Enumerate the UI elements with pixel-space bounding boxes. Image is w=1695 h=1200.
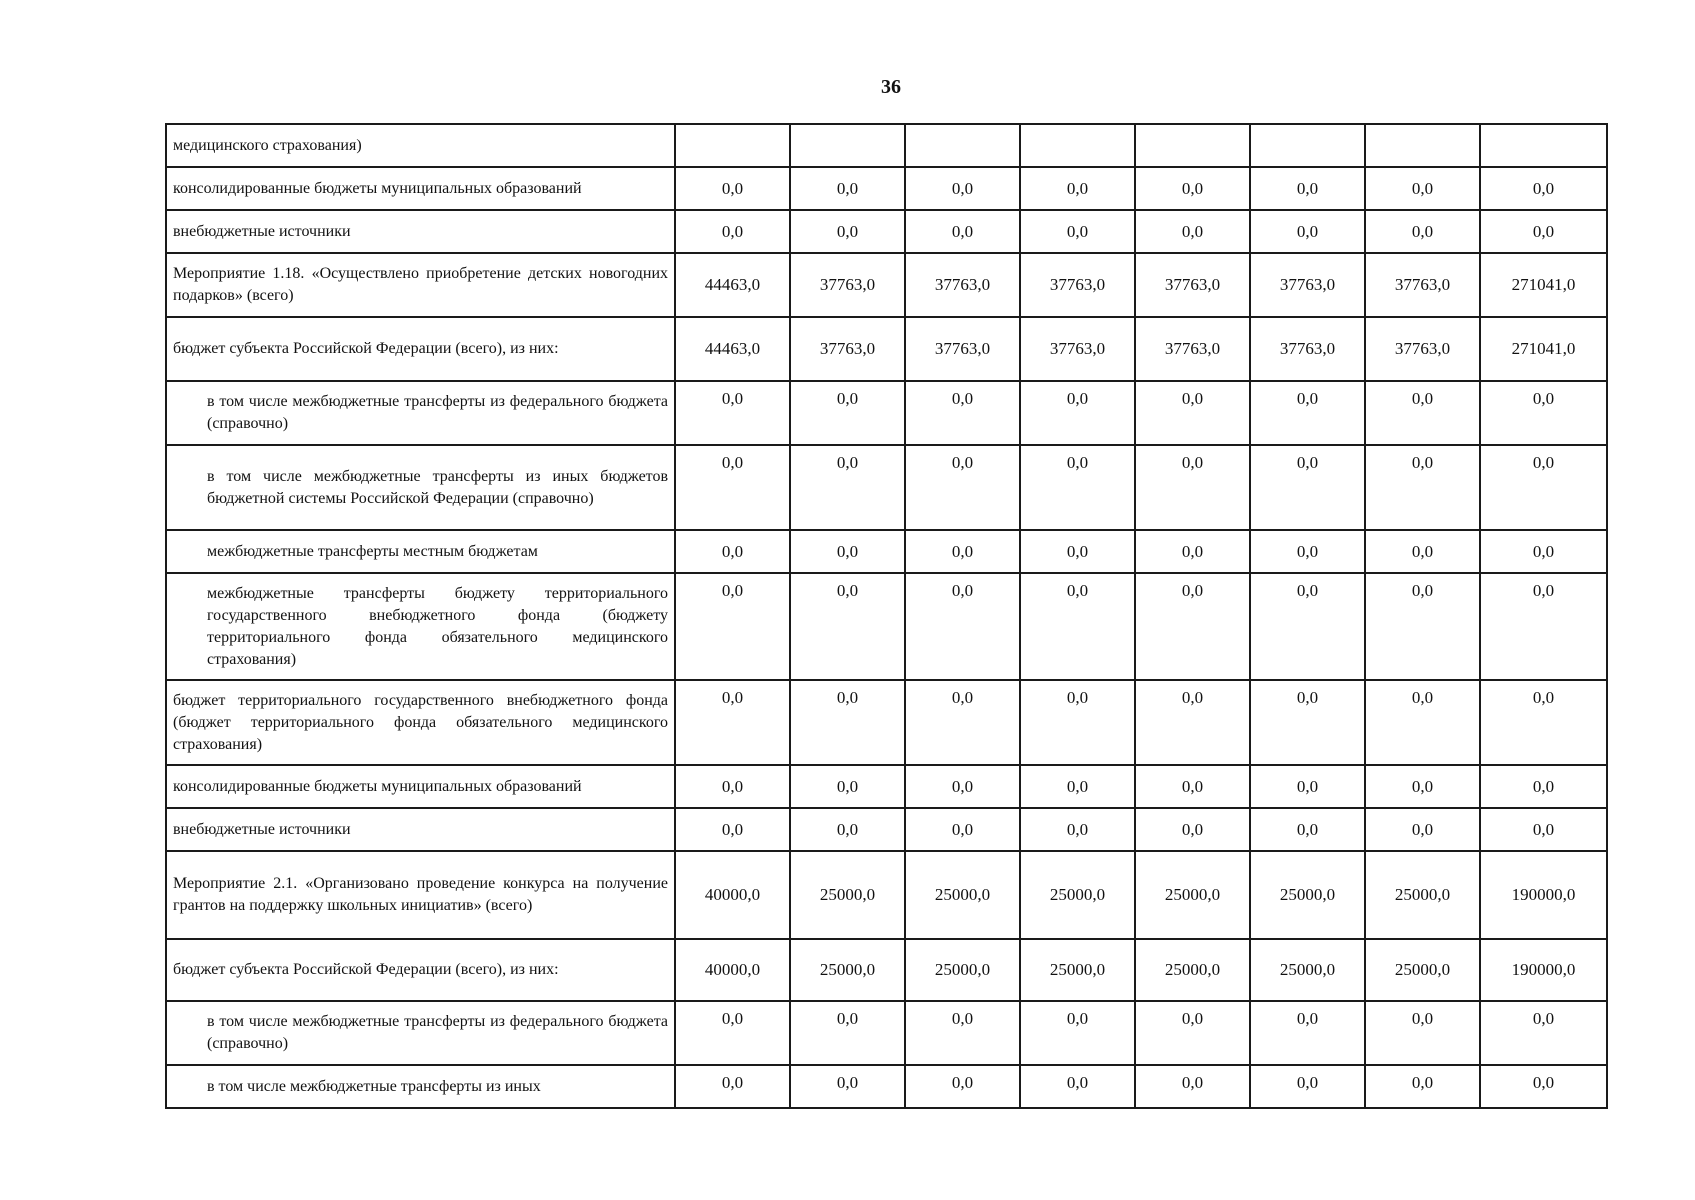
total-cell: 190000,0 (1480, 939, 1607, 1001)
value-cell: 40000,0 (675, 851, 790, 939)
value-cell: 0,0 (1135, 167, 1250, 210)
value-cell: 25000,0 (1250, 939, 1365, 1001)
row-label: внебюджетные источники (166, 808, 675, 851)
value-cell: 0,0 (905, 808, 1020, 851)
value-cell (1135, 124, 1250, 167)
value-cell: 0,0 (1250, 530, 1365, 573)
value-cell: 0,0 (1250, 210, 1365, 253)
budget-table (165, 123, 1608, 1109)
total-cell: 0,0 (1480, 808, 1607, 851)
value-cell: 37763,0 (1020, 253, 1135, 317)
value-cell: 0,0 (1250, 765, 1365, 808)
table-row (166, 210, 1607, 253)
value-cell: 0,0 (1250, 1001, 1365, 1065)
table-row (166, 381, 1607, 445)
value-cell: 0,0 (1250, 680, 1365, 765)
value-cell: 0,0 (1365, 680, 1480, 765)
value-cell: 0,0 (1135, 765, 1250, 808)
value-cell: 0,0 (905, 573, 1020, 680)
value-cell: 0,0 (1365, 530, 1480, 573)
value-cell: 25000,0 (790, 939, 905, 1001)
value-cell: 25000,0 (1365, 939, 1480, 1001)
value-cell (675, 124, 790, 167)
value-cell: 25000,0 (790, 851, 905, 939)
table-row (166, 167, 1607, 210)
value-cell: 37763,0 (790, 253, 905, 317)
total-cell: 0,0 (1480, 1065, 1607, 1108)
row-label: в том числе межбюджетные трансферты из иных (166, 1065, 675, 1108)
table-row (166, 253, 1607, 317)
value-cell: 0,0 (1250, 573, 1365, 680)
total-cell: 271041,0 (1480, 317, 1607, 381)
value-cell: 0,0 (1020, 765, 1135, 808)
total-cell: 0,0 (1480, 573, 1607, 680)
total-cell: 0,0 (1480, 680, 1607, 765)
table-row (166, 445, 1607, 530)
value-cell: 25000,0 (905, 939, 1020, 1001)
value-cell: 37763,0 (1250, 317, 1365, 381)
row-label: в том числе межбюджетные трансферты из федерального бюджета (справочно) (166, 1001, 675, 1065)
row-label: в том числе межбюджетные трансферты из иных бюджетов бюджетной системы Российской Федерации (справочно) (166, 445, 675, 530)
row-label: в том числе межбюджетные трансферты из федерального бюджета (справочно) (166, 381, 675, 445)
value-cell: 37763,0 (905, 253, 1020, 317)
value-cell: 37763,0 (1135, 317, 1250, 381)
value-cell: 0,0 (1365, 1065, 1480, 1108)
table-row (166, 1065, 1607, 1108)
value-cell: 37763,0 (1250, 253, 1365, 317)
value-cell: 0,0 (790, 765, 905, 808)
value-cell: 0,0 (790, 1065, 905, 1108)
page-number: 36 (881, 76, 901, 98)
value-cell: 0,0 (1365, 1001, 1480, 1065)
value-cell: 0,0 (675, 530, 790, 573)
total-cell: 0,0 (1480, 445, 1607, 530)
value-cell: 0,0 (905, 381, 1020, 445)
row-label: бюджет территориального государственного внебюджетного фонда (бюджет территориального фонда обязательного медицинского страхования) (166, 680, 675, 765)
value-cell: 0,0 (905, 167, 1020, 210)
row-label: внебюджетные источники (166, 210, 675, 253)
table-row (166, 851, 1607, 939)
row-label: межбюджетные трансферты бюджету территориального государственного внебюджетного фонда (бюджету территориального фонда обязательного медицинского страхования) (166, 573, 675, 680)
value-cell: 0,0 (1365, 210, 1480, 253)
value-cell: 0,0 (1365, 573, 1480, 680)
value-cell: 25000,0 (1135, 851, 1250, 939)
table-row (166, 1001, 1607, 1065)
value-cell: 37763,0 (1135, 253, 1250, 317)
total-cell: 190000,0 (1480, 851, 1607, 939)
row-label: Мероприятие 2.1. «Организовано проведение конкурса на получение грантов на поддержку школьных инициатив» (всего) (166, 851, 675, 939)
value-cell: 0,0 (675, 1065, 790, 1108)
value-cell: 0,0 (1135, 381, 1250, 445)
value-cell: 0,0 (1020, 1001, 1135, 1065)
value-cell: 0,0 (1250, 1065, 1365, 1108)
value-cell: 0,0 (790, 167, 905, 210)
value-cell: 0,0 (1365, 381, 1480, 445)
total-cell: 0,0 (1480, 765, 1607, 808)
value-cell: 0,0 (675, 808, 790, 851)
value-cell: 0,0 (1135, 210, 1250, 253)
value-cell: 44463,0 (675, 317, 790, 381)
total-cell (1480, 124, 1607, 167)
row-label: бюджет субъекта Российской Федерации (всего), из них: (166, 939, 675, 1001)
value-cell: 25000,0 (1135, 939, 1250, 1001)
value-cell: 0,0 (790, 210, 905, 253)
value-cell: 0,0 (1135, 680, 1250, 765)
value-cell: 25000,0 (1020, 851, 1135, 939)
value-cell: 0,0 (675, 680, 790, 765)
value-cell: 0,0 (1135, 808, 1250, 851)
value-cell: 25000,0 (1365, 851, 1480, 939)
value-cell: 0,0 (1365, 765, 1480, 808)
value-cell: 0,0 (790, 445, 905, 530)
value-cell (790, 124, 905, 167)
value-cell: 0,0 (1365, 445, 1480, 530)
value-cell: 37763,0 (1020, 317, 1135, 381)
value-cell: 0,0 (905, 210, 1020, 253)
value-cell (1020, 124, 1135, 167)
value-cell: 0,0 (905, 1001, 1020, 1065)
total-cell: 0,0 (1480, 210, 1607, 253)
table-row (166, 808, 1607, 851)
value-cell: 0,0 (1020, 1065, 1135, 1108)
total-cell: 0,0 (1480, 530, 1607, 573)
value-cell: 0,0 (675, 573, 790, 680)
table-row (166, 939, 1607, 1001)
value-cell: 0,0 (905, 1065, 1020, 1108)
value-cell: 0,0 (905, 765, 1020, 808)
value-cell: 0,0 (675, 445, 790, 530)
table-row (166, 317, 1607, 381)
table-row (166, 530, 1607, 573)
value-cell: 0,0 (1135, 1001, 1250, 1065)
row-label: медицинского страхования) (166, 124, 675, 167)
total-cell: 0,0 (1480, 167, 1607, 210)
value-cell: 0,0 (1135, 1065, 1250, 1108)
value-cell: 25000,0 (1020, 939, 1135, 1001)
value-cell: 0,0 (790, 680, 905, 765)
row-label: межбюджетные трансферты местным бюджетам (166, 530, 675, 573)
value-cell: 0,0 (1020, 167, 1135, 210)
value-cell: 37763,0 (790, 317, 905, 381)
value-cell: 0,0 (1250, 167, 1365, 210)
value-cell: 0,0 (905, 530, 1020, 573)
total-cell: 0,0 (1480, 1001, 1607, 1065)
value-cell: 0,0 (1250, 445, 1365, 530)
value-cell (1250, 124, 1365, 167)
value-cell: 0,0 (1020, 210, 1135, 253)
value-cell (905, 124, 1020, 167)
value-cell: 0,0 (1135, 530, 1250, 573)
value-cell: 0,0 (1020, 808, 1135, 851)
total-cell: 271041,0 (1480, 253, 1607, 317)
value-cell: 0,0 (905, 445, 1020, 530)
value-cell: 37763,0 (905, 317, 1020, 381)
table-row (166, 124, 1607, 167)
row-label: консолидированные бюджеты муниципальных образований (166, 167, 675, 210)
value-cell: 0,0 (1020, 381, 1135, 445)
value-cell: 0,0 (675, 1001, 790, 1065)
value-cell: 25000,0 (905, 851, 1020, 939)
value-cell: 44463,0 (675, 253, 790, 317)
value-cell: 0,0 (1135, 445, 1250, 530)
value-cell: 40000,0 (675, 939, 790, 1001)
table-body (166, 124, 1607, 1108)
value-cell: 0,0 (1020, 573, 1135, 680)
value-cell: 0,0 (1135, 573, 1250, 680)
table-row (166, 765, 1607, 808)
row-label: Мероприятие 1.18. «Осуществлено приобретение детских новогодних подарков» (всего) (166, 253, 675, 317)
value-cell: 0,0 (675, 167, 790, 210)
total-cell: 0,0 (1480, 381, 1607, 445)
value-cell: 0,0 (675, 765, 790, 808)
value-cell: 0,0 (1250, 381, 1365, 445)
value-cell: 25000,0 (1250, 851, 1365, 939)
value-cell: 0,0 (790, 808, 905, 851)
value-cell: 37763,0 (1365, 317, 1480, 381)
row-label: консолидированные бюджеты муниципальных образований (166, 765, 675, 808)
value-cell: 0,0 (790, 573, 905, 680)
row-label: бюджет субъекта Российской Федерации (всего), из них: (166, 317, 675, 381)
value-cell: 0,0 (1020, 680, 1135, 765)
value-cell: 0,0 (905, 680, 1020, 765)
value-cell: 0,0 (1250, 808, 1365, 851)
value-cell: 0,0 (1365, 808, 1480, 851)
table-row (166, 573, 1607, 680)
value-cell: 0,0 (790, 381, 905, 445)
value-cell: 0,0 (675, 210, 790, 253)
value-cell: 0,0 (675, 381, 790, 445)
value-cell: 0,0 (790, 1001, 905, 1065)
value-cell: 0,0 (790, 530, 905, 573)
value-cell: 0,0 (1020, 530, 1135, 573)
value-cell: 37763,0 (1365, 253, 1480, 317)
value-cell: 0,0 (1020, 445, 1135, 530)
value-cell (1365, 124, 1480, 167)
value-cell: 0,0 (1365, 167, 1480, 210)
table-row (166, 680, 1607, 765)
